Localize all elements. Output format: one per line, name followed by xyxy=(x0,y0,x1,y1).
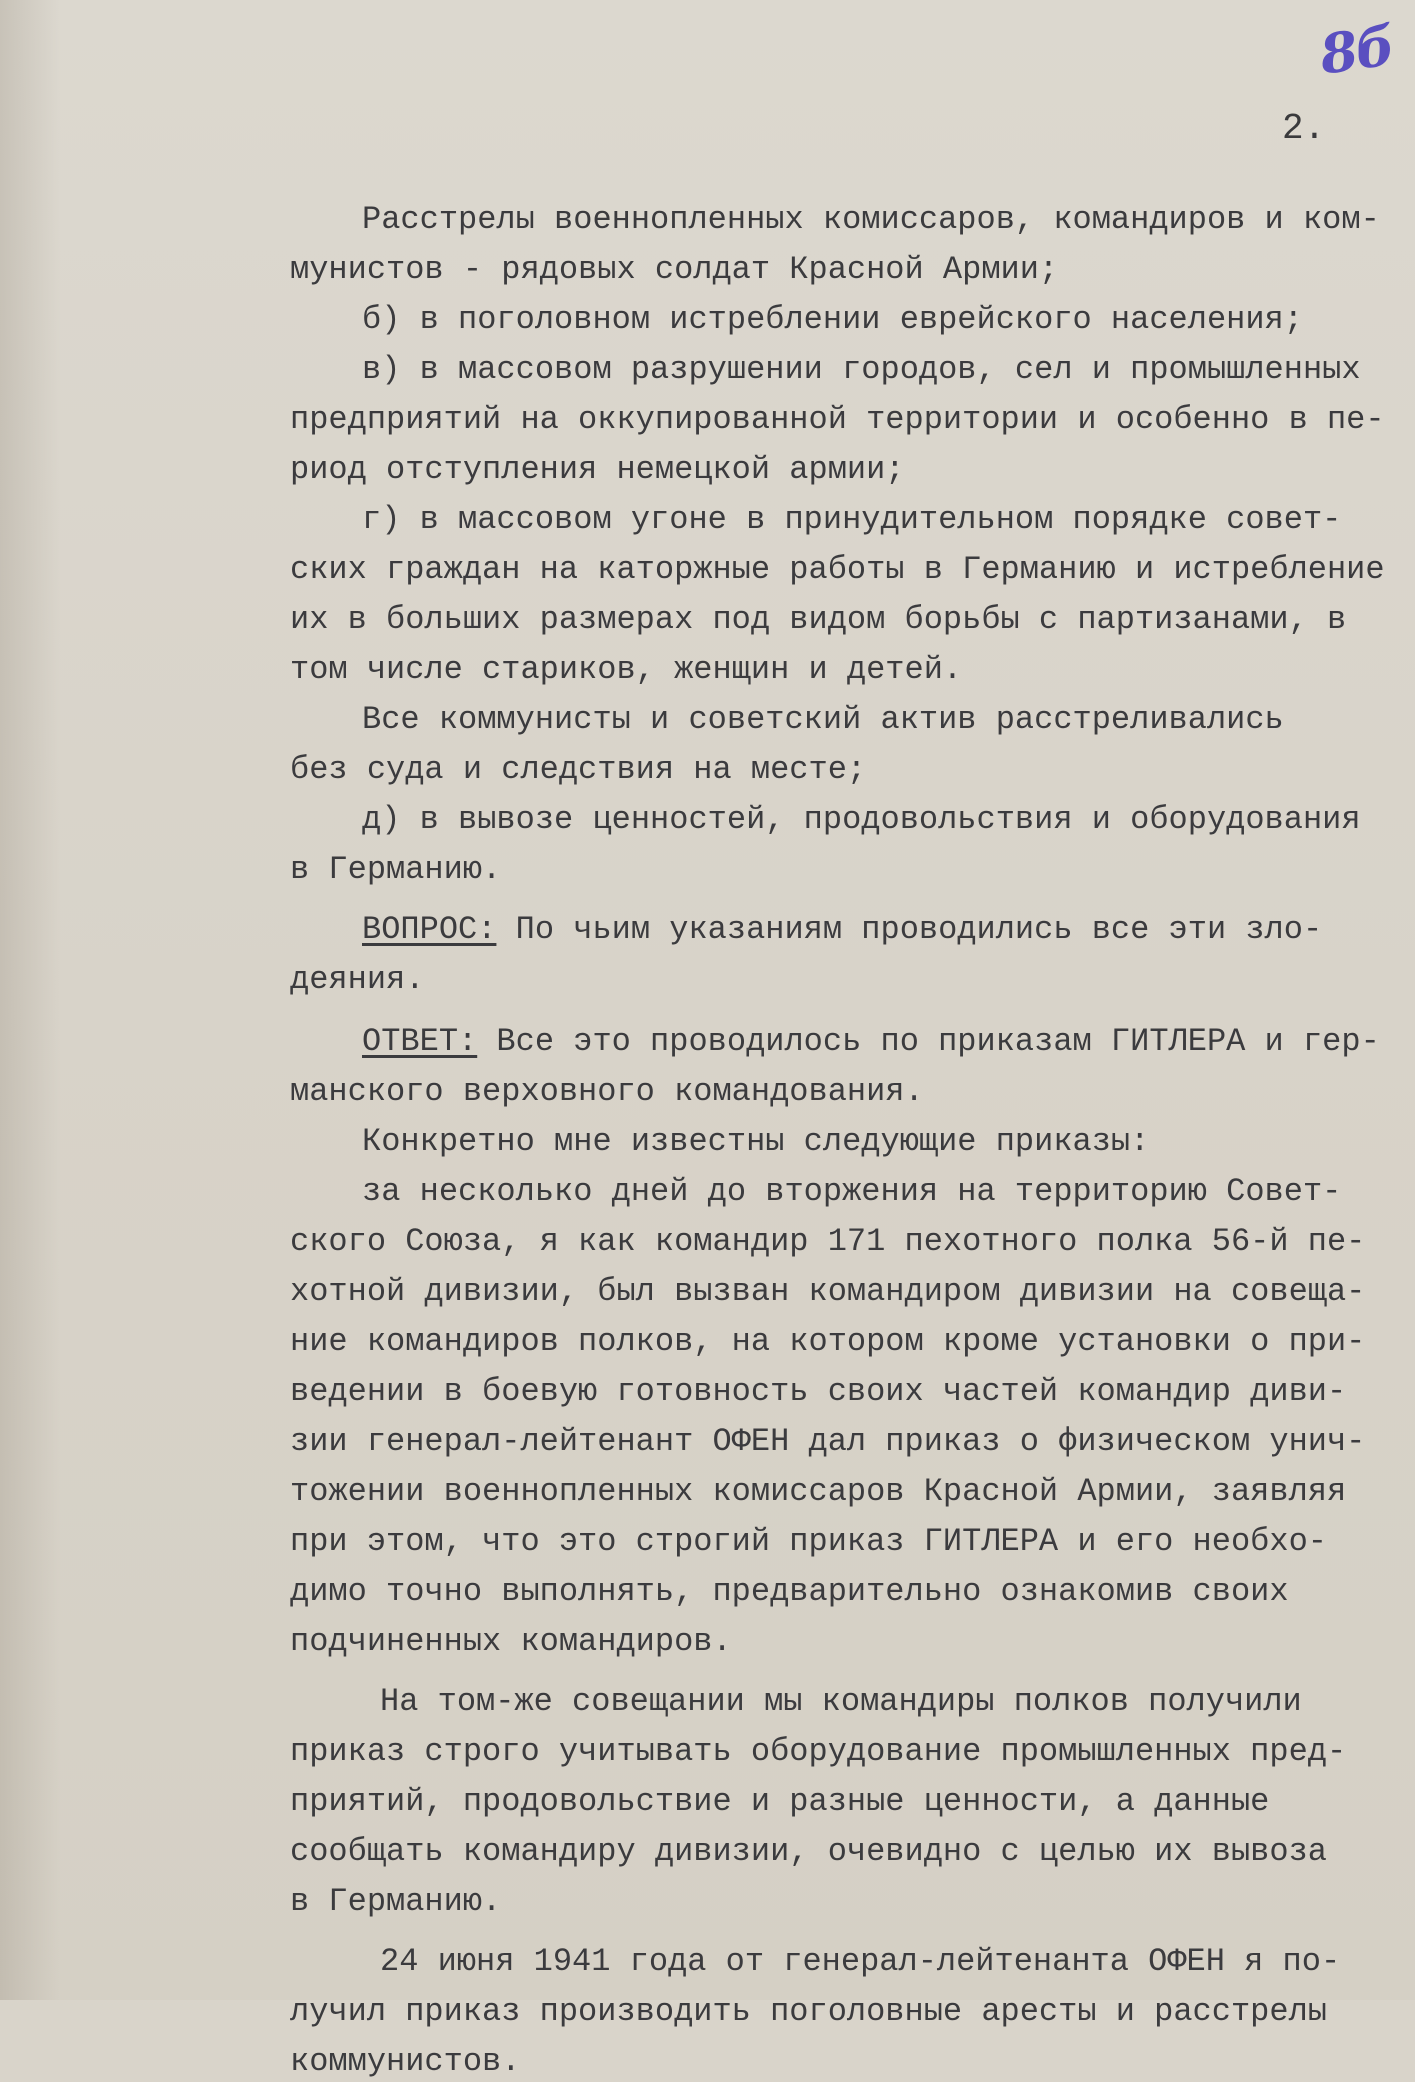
text-line: ведении в боевую готовность своих частей командир диви- xyxy=(290,1373,1347,1410)
text-line: приказ строго учитывать оборудование промышленных пред- xyxy=(290,1733,1347,1770)
text-line: манского верховного командования. xyxy=(290,1073,924,1110)
question-text: По чьим указаниям проводились все эти зло- xyxy=(515,911,1323,948)
text-line: мунистов - рядовых солдат Красной Армии; xyxy=(290,251,1059,288)
text-line: ского Союза, я как командир 171 пехотного полка 56-й пе- xyxy=(290,1223,1366,1260)
answer-line xyxy=(362,1022,1380,1062)
text-line: за несколько дней до вторжения на территорию Совет- xyxy=(362,1173,1342,1210)
text-line: приятий, продовольствие и разные ценности, а данные xyxy=(290,1783,1270,1820)
text-line: тожении военнопленных комиссаров Красной Армии, заявляя xyxy=(290,1473,1347,1510)
question-label: ВОПРОС: xyxy=(362,911,497,948)
text-line: деяния. xyxy=(290,961,425,998)
text-line: Расстрелы военнопленных комиссаров, командиров и ком- xyxy=(362,201,1380,238)
archive-folio-number: 8б xyxy=(1315,13,1397,87)
question-line xyxy=(362,910,1322,950)
text-line: димо точно выполнять, предварительно ознакомив своих xyxy=(290,1573,1289,1610)
text-line: 24 июня 1941 года от генерал-лейтенанта ОФЕН я по- xyxy=(380,1943,1341,1980)
text-line: в) в массовом разрушении городов, сел и промышленных xyxy=(362,351,1361,388)
text-line: д) в вывозе ценностей, продовольствия и оборудования xyxy=(362,801,1361,838)
text-line: Конкретно мне известны следующие приказы: xyxy=(362,1123,1150,1160)
text-line: в Германию. xyxy=(290,851,502,888)
text-line: том числе стариков, женщин и детей. xyxy=(290,651,963,688)
text-line: предприятий на оккупированной территории и особенно в пе- xyxy=(290,401,1385,438)
binding-shadow xyxy=(0,0,60,2000)
text-line: б) в поголовном истреблении еврейского населения; xyxy=(362,301,1303,338)
text-line: их в больших размерах под видом борьбы с партизанами, в xyxy=(290,601,1347,638)
text-line: риод отступления немецкой армии; xyxy=(290,451,905,488)
text-line: зии генерал-лейтенант ОФЕН дал приказ о физическом унич- xyxy=(290,1423,1366,1460)
answer-text: Все это проводилось по приказам ГИТЛЕРА и гер- xyxy=(496,1023,1380,1060)
text-line: без суда и следствия на месте; xyxy=(290,751,867,788)
text-line: в Германию. xyxy=(290,1883,502,1920)
answer-label: ОТВЕТ: xyxy=(362,1023,478,1060)
text-line: г) в массовом угоне в принудительном порядке совет- xyxy=(362,501,1342,538)
text-line: коммунистов. xyxy=(290,2043,521,2080)
text-line: На том-же совещании мы командиры полков получили xyxy=(380,1683,1302,1720)
text-line: Все коммунисты и советский актив расстреливались xyxy=(362,701,1284,738)
text-line: лучил приказ производить поголовные аресты и расстрелы xyxy=(290,1993,1327,2030)
text-line: сообщать командиру дивизии, очевидно с целью их вывоза xyxy=(290,1833,1327,1870)
text-line: подчиненных командиров. xyxy=(290,1623,732,1660)
text-line: хотной дивизии, был вызван командиром дивизии на совеща- xyxy=(290,1273,1366,1310)
text-line: ние командиров полков, на котором кроме установки о при- xyxy=(290,1323,1366,1360)
text-line: ских граждан на каторжные работы в Германию и истребление xyxy=(290,551,1385,588)
page-number: 2. xyxy=(1282,108,1326,149)
text-line: при этом, что это строгий приказ ГИТЛЕРА и его необхо- xyxy=(290,1523,1327,1560)
